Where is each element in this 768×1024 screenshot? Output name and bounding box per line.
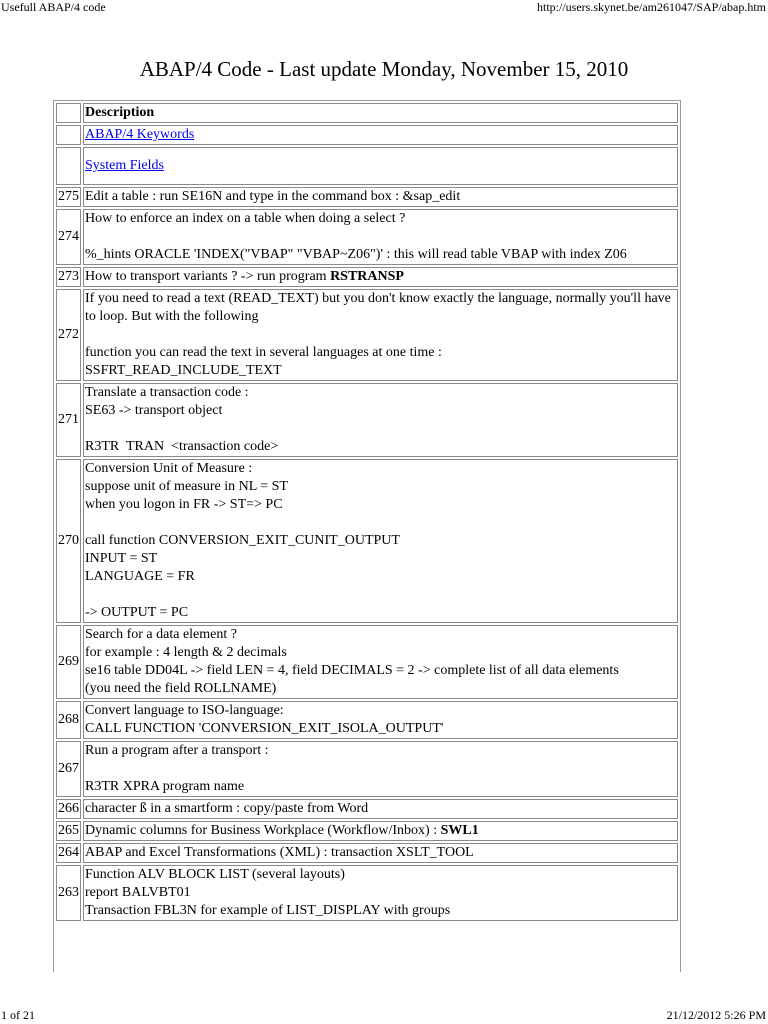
table-row bbox=[56, 843, 678, 863]
row-description bbox=[83, 701, 678, 739]
description-line bbox=[85, 568, 676, 586]
description-text: suppose unit of measure in NL = ST bbox=[85, 479, 288, 494]
row-number: 272 bbox=[56, 289, 81, 381]
emphasized-text: RSTRANSP bbox=[330, 269, 404, 284]
description-text: %_hints ORACLE 'INDEX("VBAP" "VBAP~Z06")' : this will read table VBAP with index Z06 bbox=[85, 247, 627, 262]
description-line bbox=[85, 604, 676, 622]
description-text: How to enforce an index on a table when doing a select ? bbox=[85, 211, 406, 226]
row-number: 265 bbox=[56, 821, 81, 841]
emphasized-text: SWL1 bbox=[440, 823, 479, 838]
description-text: INPUT = ST bbox=[85, 551, 158, 566]
description-text: when you logon in FR -> ST=> PC bbox=[85, 497, 283, 512]
description-text: If you need to read a text (READ_TEXT) but you don't know exactly the language, normally you'll have to loop. But with the following bbox=[85, 291, 675, 324]
description-text: Conversion Unit of Measure : bbox=[85, 461, 253, 476]
description-line bbox=[85, 550, 676, 568]
table-row bbox=[56, 701, 678, 739]
row-number: 273 bbox=[56, 267, 81, 287]
link-cell bbox=[83, 147, 678, 185]
description-text: Function ALV BLOCK LIST (several layouts) bbox=[85, 867, 345, 882]
table-row-link bbox=[56, 125, 678, 145]
description-text: SE63 -> transport object bbox=[85, 403, 223, 418]
row-description bbox=[83, 843, 678, 863]
description-line bbox=[85, 326, 676, 344]
row-description bbox=[83, 625, 678, 699]
table-row bbox=[56, 625, 678, 699]
description-text: se16 table DD04L -> field LEN = 4, field DECIMALS = 2 -> complete list of all data elements bbox=[85, 663, 619, 678]
description-line bbox=[85, 344, 676, 362]
page-indicator: 1 of 21 bbox=[1, 1008, 35, 1022]
table-row bbox=[56, 799, 678, 819]
description-line bbox=[85, 384, 676, 402]
table-row bbox=[56, 459, 678, 623]
description-line bbox=[85, 496, 676, 514]
row-number: 264 bbox=[56, 843, 81, 863]
link-cell bbox=[83, 125, 678, 145]
description-line bbox=[85, 702, 676, 720]
description-line bbox=[85, 188, 676, 206]
description-text: Convert language to ISO-language: bbox=[85, 703, 284, 718]
row-number: 268 bbox=[56, 701, 81, 739]
description-line bbox=[85, 586, 676, 604]
num-cell bbox=[56, 147, 81, 185]
system-fields-link[interactable]: System Fields bbox=[85, 158, 164, 173]
description-line bbox=[85, 720, 676, 738]
row-number: 274 bbox=[56, 209, 81, 265]
row-description bbox=[83, 267, 678, 287]
row-description bbox=[83, 741, 678, 797]
row-description bbox=[83, 289, 678, 381]
description-line bbox=[85, 866, 676, 884]
description-line bbox=[85, 460, 676, 478]
description-line bbox=[85, 420, 676, 438]
description-line bbox=[85, 822, 676, 840]
description-line bbox=[85, 680, 676, 698]
description-line bbox=[85, 290, 676, 326]
description-text: (you need the field ROLLNAME) bbox=[85, 681, 277, 696]
table-row bbox=[56, 865, 678, 921]
code-table bbox=[54, 101, 680, 923]
description-text: How to transport variants ? -> run program bbox=[85, 269, 331, 284]
table-row bbox=[56, 741, 678, 797]
description-text: Transaction FBL3N for example of LIST_DISPLAY with groups bbox=[85, 903, 451, 918]
description-text: for example : 4 length & 2 decimals bbox=[85, 645, 287, 660]
table-row bbox=[56, 187, 678, 207]
table-row bbox=[56, 209, 678, 265]
num-cell bbox=[56, 125, 81, 145]
description-text: -> OUTPUT = PC bbox=[85, 605, 189, 620]
table-row bbox=[56, 267, 678, 287]
description-line bbox=[85, 644, 676, 662]
row-description bbox=[83, 459, 678, 623]
row-description bbox=[83, 209, 678, 265]
description-line bbox=[85, 626, 676, 644]
description-line bbox=[85, 362, 676, 380]
abap-keywords-link[interactable]: ABAP/4 Keywords bbox=[85, 127, 195, 142]
description-text: Translate a transaction code : bbox=[85, 385, 249, 400]
row-number: 266 bbox=[56, 799, 81, 819]
description-line bbox=[85, 778, 676, 796]
description-line bbox=[85, 228, 676, 246]
row-number: 267 bbox=[56, 741, 81, 797]
row-description bbox=[83, 187, 678, 207]
description-line bbox=[85, 844, 676, 862]
description-line bbox=[85, 210, 676, 228]
description-text: CALL FUNCTION 'CONVERSION_EXIT_ISOLA_OUTPUT' bbox=[85, 721, 444, 736]
description-text: function you can read the text in several languages at one time : bbox=[85, 345, 442, 360]
description-text: LANGUAGE = FR bbox=[85, 569, 195, 584]
description-text: SSFRT_READ_INCLUDE_TEXT bbox=[85, 363, 282, 378]
description-line bbox=[85, 268, 676, 286]
table-row bbox=[56, 821, 678, 841]
print-datetime: 21/12/2012 5:26 PM bbox=[666, 1008, 766, 1022]
description-line bbox=[85, 514, 676, 532]
description-line bbox=[85, 402, 676, 420]
description-text: call function CONVERSION_EXIT_CUNIT_OUTPUT bbox=[85, 533, 400, 548]
description-line bbox=[85, 884, 676, 902]
description-line bbox=[85, 742, 676, 760]
description-text: R3TR XPRA program name bbox=[85, 779, 245, 794]
description-line bbox=[85, 902, 676, 920]
description-text: Edit a table : run SE16N and type in the command box : &sap_edit bbox=[85, 189, 461, 204]
page-heading: ABAP/4 Code - Last update Monday, November 15, 2010 bbox=[139, 57, 629, 81]
row-number: 270 bbox=[56, 459, 81, 623]
table-row-link bbox=[56, 147, 678, 185]
description-text: Search for a data element ? bbox=[85, 627, 237, 642]
description-text: R3TR TRAN <transaction code> bbox=[85, 439, 279, 454]
description-line bbox=[85, 246, 676, 264]
table-row bbox=[56, 289, 678, 381]
row-description bbox=[83, 821, 678, 841]
description-line bbox=[85, 800, 676, 818]
description-text: Run a program after a transport : bbox=[85, 743, 269, 758]
description-line bbox=[85, 438, 676, 456]
row-description bbox=[83, 799, 678, 819]
description-text: Dynamic columns for Business Workplace (Workflow/Inbox) : bbox=[85, 823, 441, 838]
row-number: 263 bbox=[56, 865, 81, 921]
row-number: 275 bbox=[56, 187, 81, 207]
header-num-cell bbox=[56, 103, 81, 123]
page-url[interactable]: http://users.skynet.be/am261047/SAP/abap.htm bbox=[537, 0, 766, 14]
code-table-container bbox=[53, 100, 681, 972]
row-number: 269 bbox=[56, 625, 81, 699]
table-row bbox=[56, 383, 678, 457]
row-description bbox=[83, 865, 678, 921]
header-description: Description bbox=[83, 103, 678, 123]
row-number: 271 bbox=[56, 383, 81, 457]
description-line bbox=[85, 760, 676, 778]
table-header-row bbox=[56, 103, 678, 123]
description-line bbox=[85, 532, 676, 550]
page-title-header: Usefull ABAP/4 code bbox=[1, 0, 106, 14]
description-text: ABAP and Excel Transformations (XML) : transaction XSLT_TOOL bbox=[85, 845, 474, 860]
description-text: character ß in a smartform : copy/paste from Word bbox=[85, 801, 369, 816]
description-text: report BALVBT01 bbox=[85, 885, 191, 900]
description-line bbox=[85, 478, 676, 496]
row-description bbox=[83, 383, 678, 457]
description-line bbox=[85, 662, 676, 680]
